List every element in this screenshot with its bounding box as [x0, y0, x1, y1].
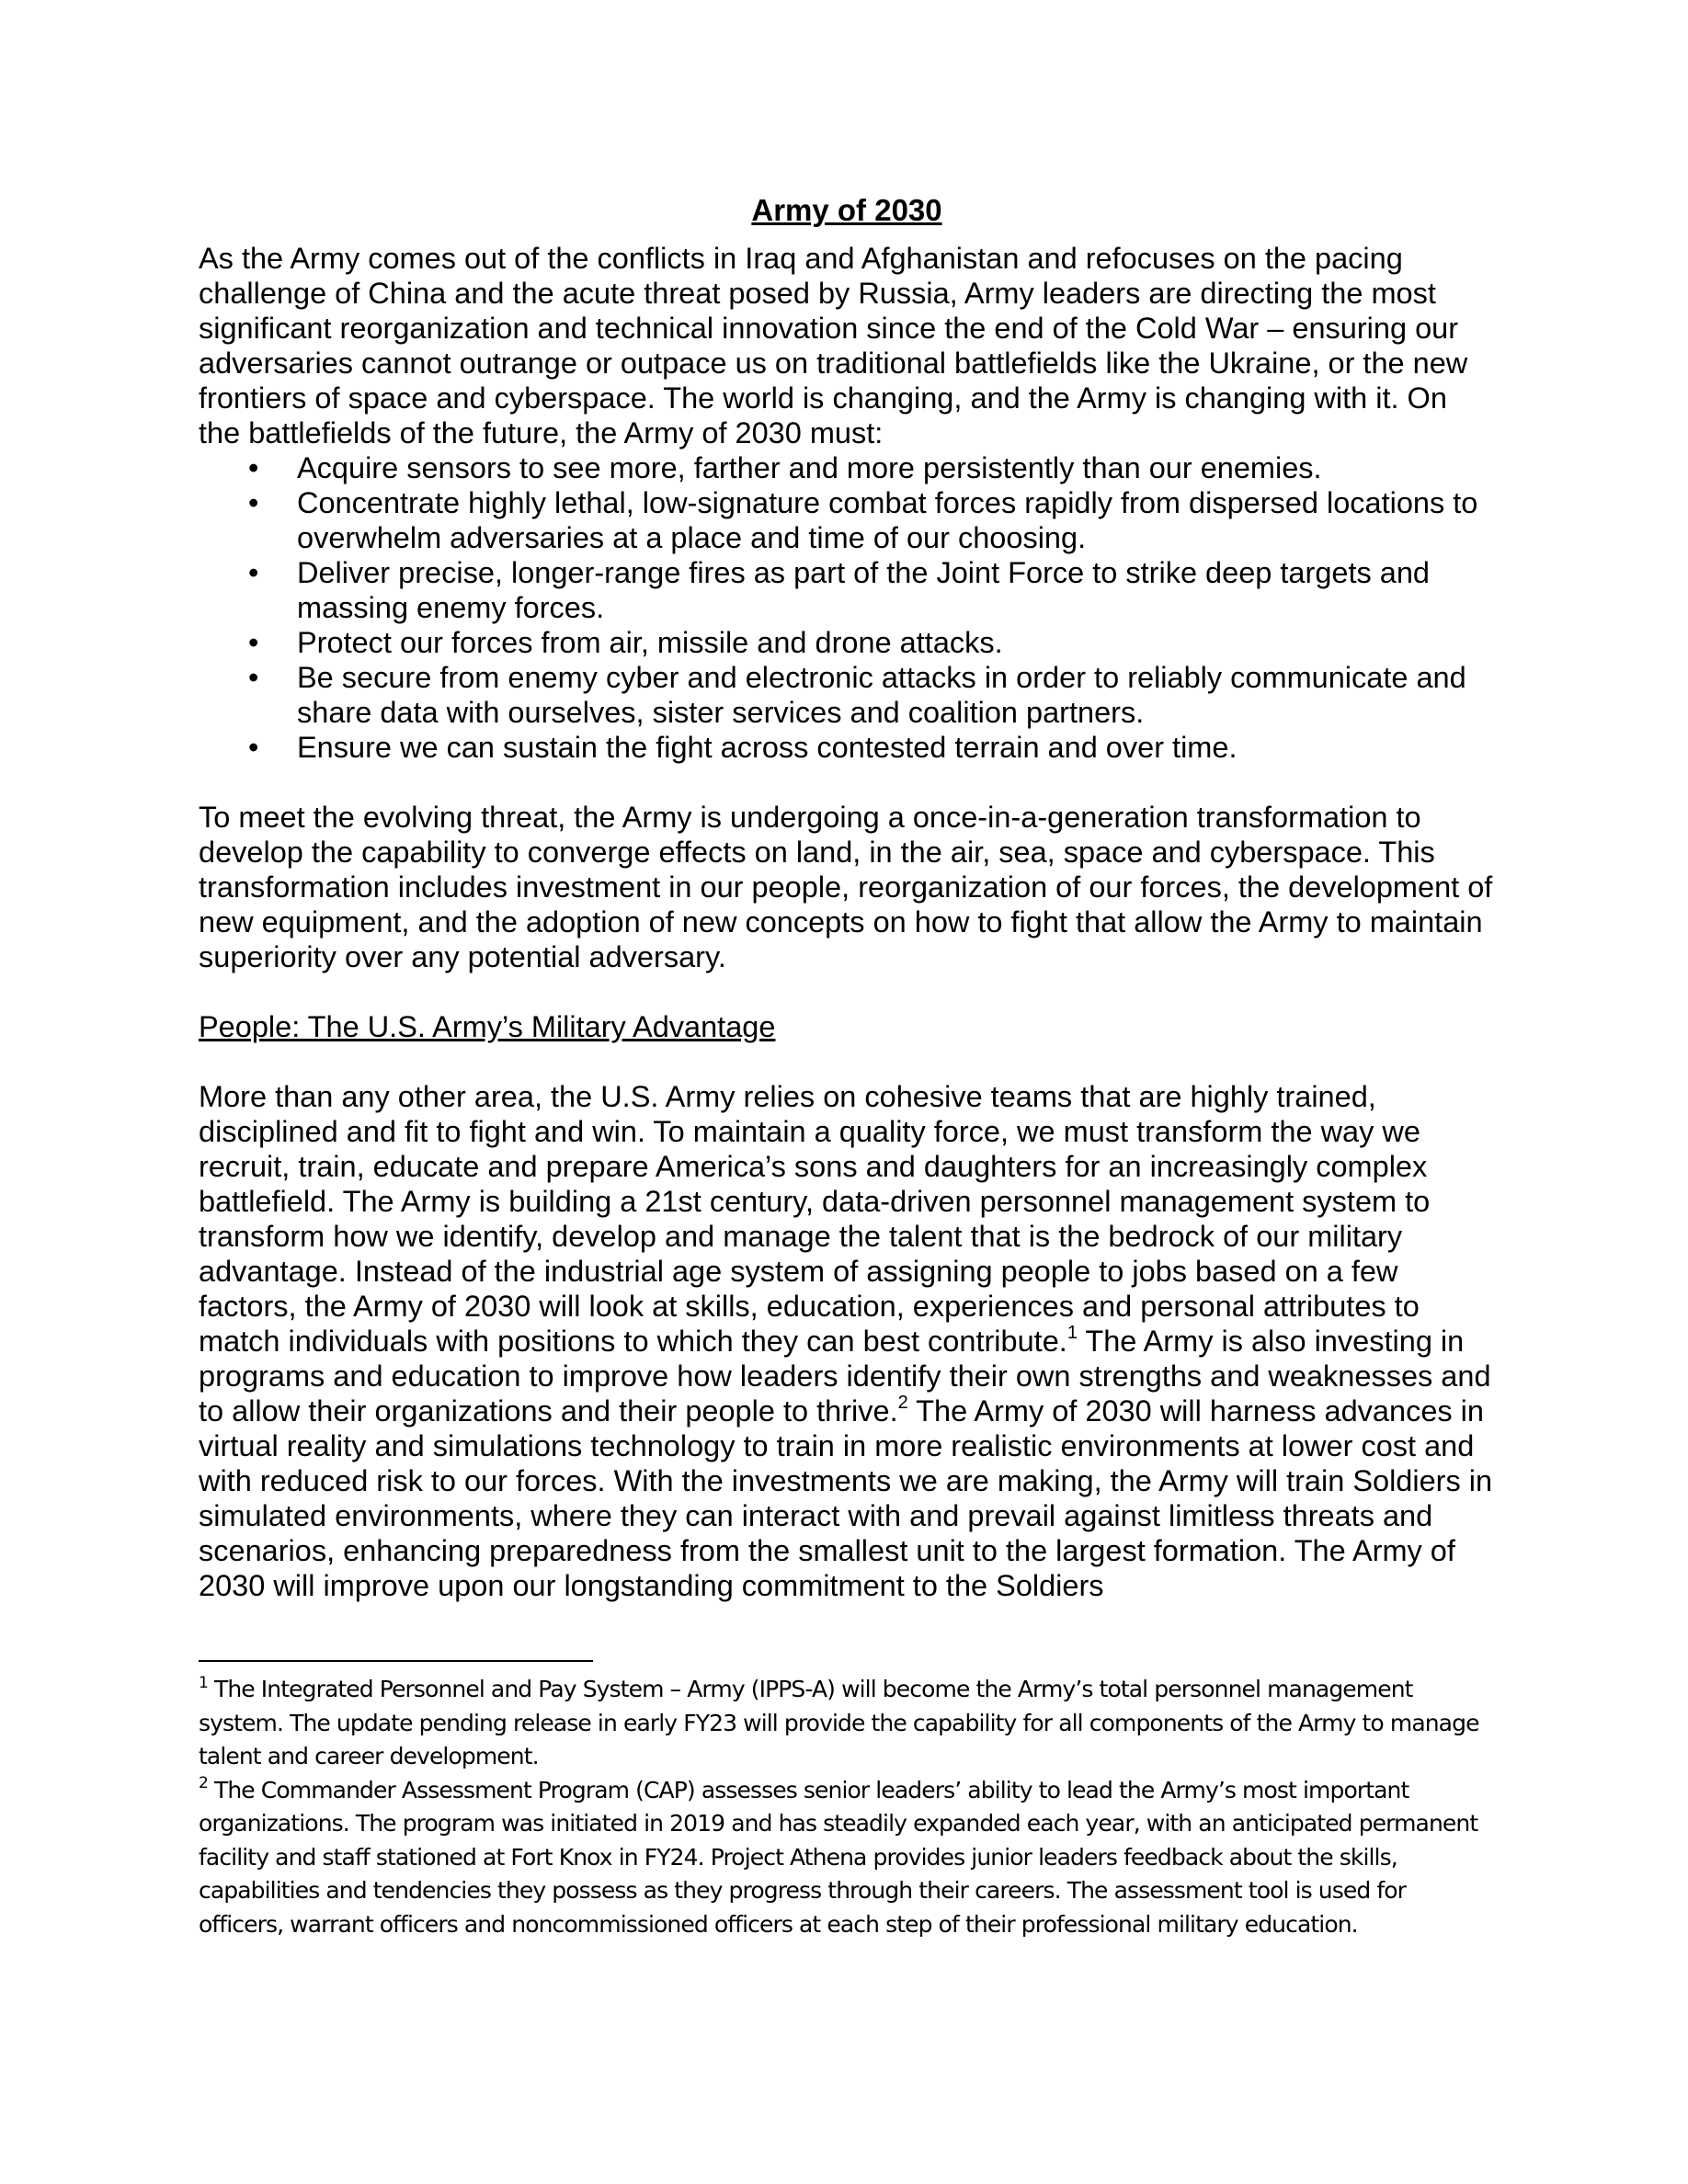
footnote-1: [199, 1673, 1495, 1774]
footnote-reference-2[interactable]: 2: [897, 1393, 908, 1414]
list-item-text: Protect our forces from air, missile and drone attacks.: [297, 626, 1003, 659]
document-page: [199, 193, 1495, 1603]
document-title: Army of 2030: [751, 193, 942, 227]
footnote-separator: [199, 1660, 593, 1662]
list-item: [199, 485, 1495, 555]
bullet-icon: •: [248, 626, 259, 659]
people-paragraph: [199, 1079, 1495, 1603]
paragraph-spacer: [199, 765, 1495, 800]
list-item-text: Ensure we can sustain the fight across contested terrain and over time.: [297, 731, 1237, 764]
footnote-text: The Commander Assessment Program (CAP) assesses senior leaders’ ability to lead the Army’s most important organizations. The program was initiated in 2019 and has steadily expanded each year, with an anticipated permanent facility and staff stationed at Fort Knox in FY24. Project Athena provides junior leaders feedback about the skills, capabilities and tendencies they possess as they progress through their careers. The assessment tool is used for officers, warrant officers and noncommissioned officers at each step of their professional military education.: [199, 1776, 1478, 1938]
bullet-icon: •: [248, 486, 259, 519]
bullet-icon: •: [248, 661, 259, 694]
bullet-icon: •: [248, 451, 259, 484]
requirements-list: [199, 450, 1495, 765]
paragraph-spacer: [199, 974, 1495, 1009]
list-item: [199, 730, 1495, 765]
bullet-icon: •: [248, 731, 259, 764]
paragraph-spacer: [199, 1044, 1495, 1079]
footnote-number: 2: [199, 1774, 208, 1793]
footnote-text: The Integrated Personnel and Pay System – Army (IPPS-A) will become the Army’s total personnel management system. The update pending release in early FY23 will provide the capability for all components of the Army to manage talent and career development.: [199, 1676, 1479, 1769]
list-item: [199, 625, 1495, 660]
list-item-text: Be secure from enemy cyber and electronic attacks in order to reliably communicate and share data with ourselves, sister services and coalition partners.: [297, 661, 1466, 729]
footnote-2: [199, 1774, 1495, 1942]
list-item-text: Acquire sensors to see more, farther and more persistently than our enemies.: [297, 451, 1322, 484]
list-item-text: Concentrate highly lethal, low-signature combat forces rapidly from dispersed locations to overwhelm adversaries at a place and time of our choosing.: [297, 486, 1478, 554]
footnotes-section: [199, 1673, 1495, 1941]
people-text-part-1: More than any other area, the U.S. Army relies on cohesive teams that are highly trained, disciplined and fit to fight and win. To maintain a quality force, we must transform the way we recruit, train, educate and prepare America’s sons and daughters for an increasingly complex battlefield. The Army is building a 21st century, data-driven personnel management system to transform how we identify, develop and manage the talent that is the bedrock of our military advantage. Instead of the industrial age system of assigning people to jobs based on a few factors, the Army of 2030 will look at skills, education, experiences and personal attributes to match individuals with positions to which they can best contribute.: [199, 1080, 1431, 1358]
transformation-paragraph: To meet the evolving threat, the Army is undergoing a once-in-a-generation transformation to develop the capability to converge effects on land, in the air, sea, space and cyberspace. This transformation includes investment in our people, reorganization of our forces, the development of new equipment, and the adoption of new concepts on how to fight that allow the Army to maintain superiority over any potential adversary.: [199, 801, 1493, 973]
list-item: [199, 555, 1495, 625]
bullet-icon: •: [248, 556, 259, 589]
people-text-part-2: The Army is also investing in programs and education to improve how leaders identify their own strengths and weaknesses and to allow their organizations and their people to thrive.: [199, 1325, 1491, 1428]
people-text-part-3: The Army of 2030 will harness advances in virtual reality and simulations technology to train in more realistic environments at lower cost and with reduced risk to our forces. With the investments we are making, the Army will train Soldiers in simulated environments, where they can interact with and prevail against limitless threats and scenarios, enhancing preparedness from the smallest unit to the largest formation. The Army of 2030 will improve upon our longstanding commitment to the Soldiers: [199, 1394, 1493, 1602]
list-item-text: Deliver precise, longer-range fires as part of the Joint Force to strike deep targets and massing enemy forces.: [297, 556, 1431, 624]
list-item: [199, 450, 1495, 485]
people-section-heading: People: The U.S. Army’s Military Advantage: [199, 1010, 776, 1043]
footnote-reference-1[interactable]: 1: [1066, 1323, 1078, 1344]
intro-paragraph: As the Army comes out of the conflicts in Iraq and Afghanistan and refocuses on the pacing challenge of China and the acute threat posed by Russia, Army leaders are directing the most significant reorganization and technical innovation since the end of the Cold War – ensuring our adversaries cannot outrange or outpace us on traditional battlefields like the Ukraine, or the new frontiers of space and cyberspace. The world is changing, and the Army is changing with it. On the battlefields of the future, the Army of 2030 must:: [199, 242, 1468, 449]
footnote-number: 1: [199, 1673, 208, 1692]
list-item: [199, 660, 1495, 730]
